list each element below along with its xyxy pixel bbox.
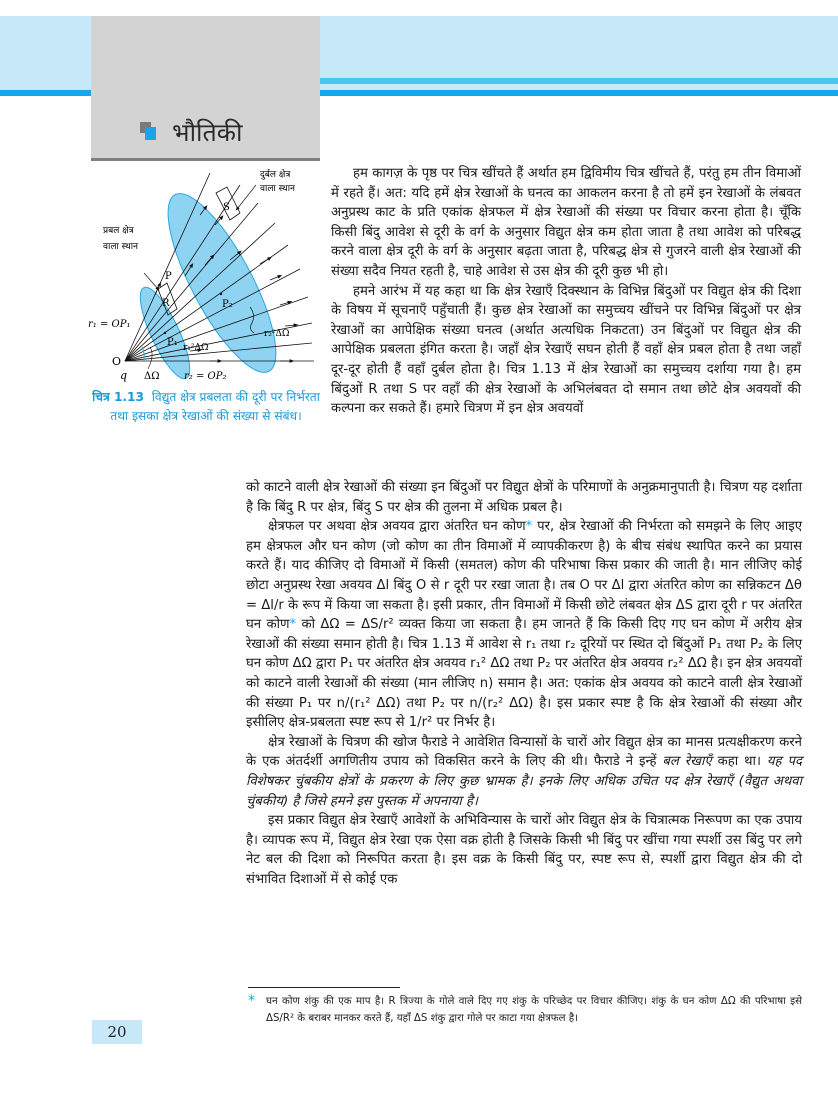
label-P2: P₂ xyxy=(222,299,233,310)
paragraph-4: क्षेत्र रेखाओं के चित्रण की खोज फैराडे ने आवेशित विन्यासों के चारों ओर विद्युत क्षेत्र का मानस प्रत्यक्षीकरण करने के एक अंतर्दर्शी अगणितीय उपाय को विकसित करने के लिए की थी। फैराडे ने इन्हें बल रेखाएँ कहा था। यह पद विशेषकर चुंबकीय क्षेत्रों के प्रकरण के लिए कुछ भ्रामक है। इनके लिए अधिक उचित पद क्षेत्र रेखाएँ (वैद्युत अथवा चुंबकीय) है जिसे हमने इस पुस्तक में अपनाया है। xyxy=(246,734,802,809)
label-area1: r₁²ΔΩ xyxy=(183,343,209,353)
label-strong-2: वाला स्थान xyxy=(103,242,139,252)
label-R: R xyxy=(162,298,170,309)
figure-caption-text: विद्युत क्षेत्र प्रबलता की दूरी पर निर्भरता तथा इसका क्षेत्र रेखाओं की संख्या से संबंध। xyxy=(110,390,320,423)
footnote-text: घन कोण शंकु की एक माप है। R त्रिज्या के गोले वाले दिए गए शंकु के परिच्छेद पर विचार कीजिए। शंकु के घन कोण ΔΩ की परिभाषा इसे ΔS/R² के बराबर मानकर करते हैं, यहाँ ΔS शंकु द्वारा गोले पर काटा गया क्षेत्रफल है। xyxy=(266,996,802,1024)
label-strong-1: प्रबल क्षेत्र xyxy=(103,226,134,236)
label-P1: P₁ xyxy=(167,337,178,348)
label-weak-1: दुर्बल क्षेत्र xyxy=(260,170,291,180)
paragraph-1: हम कागज़ के पृष्ठ पर चित्र खींचते हैं अर्थात हम द्विविमीय चित्र खींचते हैं, परंतु हम तीन विमाओं में रहते हैं। अत: यदि हमें क्षेत्र रेखाओं के घनत्व का आकलन करना है तो हमें इन रेखाओं के लंबवत अनुप्रस्थ काट के प्रति एकांक क्षेत्रफल में क्षेत्र रेखाओं की संख्या पर विचार करना होता है। चूँकि किसी बिंदु आवेश से दूरी के वर्ग के अनुसार विद्युत क्षेत्र कम होता जाता है तथा आवेश को परिबद्ध करने वाला क्षेत्र दूरी के वर्ग के अनुसार बढ़ता जाता है, परिबद्ध क्षेत्र से गुजरने वाली क्षेत्र रेखाओं की संख्या सदैव नियत रहती है, चाहे आवेश से उस क्षेत्र की दूरी कुछ भी हो। xyxy=(331,166,801,279)
paragraph-5: इस प्रकार विद्युत क्षेत्र रेखाएँ आवेशों के अभिविन्यास के चारों ओर विद्युत क्षेत्र के चित्रात्मक निरूपण का एक उपाय है। व्यापक रूप में, विद्युत क्षेत्र रेखा एक ऐसा वक्र होती है जिसके किसी भी बिंदु पर खींचा गया स्पर्शी उस बिंदु पर लगे नेट बल की दिशा को निरूपित करता है। इस वक्र के किसी बिंदु पर, स्पष्ट रूप से, स्पर्शी द्वारा विद्युत क्षेत्र की दो संभावित दिशाओं में से कोई एक xyxy=(246,813,802,887)
label-q: q xyxy=(120,369,128,382)
figure-caption xyxy=(86,388,326,426)
body-text-wide xyxy=(246,478,802,889)
paragraph-2-part-1: हमने आरंभ में यह कहा था कि क्षेत्र रेखाएँ दिक्स्थान के विभिन्न बिंदुओं पर विद्युत क्षेत्र की दिशा के विषय में सूचनाएँ पहुँचाती हैं। कुछ क्षेत्र रेखाओं का समुच्चय खींचने पर विभिन्न बिंदुओं पर क्षेत्र रेखाओं का आपेक्षिक संख्या घनत्व (अर्थात अत्यधिक निकटता) उन बिंदुओं पर विद्युत क्षेत्र की आपेक्षिक प्रबलता इंगित करता है। जहाँ क्षेत्र रेखाएँ सघन होती हैं वहाँ क्षेत्र प्रबल होता है तथा जहाँ दूर-दूर होती हैं वहाँ दुर्बल होता है। चित्र 1.13 में क्षेत्र रेखाओं का समुच्चय दर्शाया गया है। हम बिंदुओं R तथा S पर वहाँ की क्षेत्र रेखाओं के अभिलंबवत दो समान तथा छोटे क्षेत्र अवयवों की कल्पना कर सकते हैं। हमारे चित्रण में इन क्षेत्र अवयवों xyxy=(331,283,801,417)
label-r1: r₁ = OP₁ xyxy=(88,319,131,330)
label-area2: r₂²ΔΩ xyxy=(264,329,290,339)
label-P: P xyxy=(165,271,172,282)
footnote-ref-asterisk[interactable]: * xyxy=(289,617,297,633)
book-title: भौतिकी xyxy=(172,118,243,147)
paragraph-3: क्षेत्रफल पर अथवा क्षेत्र अवयव द्वारा अंतरित घन कोण* पर, क्षेत्र रेखाओं की निर्भरता को समझने के लिए आइए हम क्षेत्रफल और घन कोण (जो कोण का तीन विमाओं में व्यापकीकरण है) के बीच संबंध स्थापित करने का प्रयास करते हैं। याद कीजिए दो विमाओं में किसी (समतल) कोण की परिभाषा किस प्रकार की जाती है। मान लीजिए कोई छोटा अनुप्रस्थ रेखा अवयव Δl बिंदु O से r दूरी पर रखा जाता है। तब O पर Δl द्वारा अंतरित कोण का सन्निकटन Δθ = Δl/r के रूप में किया जा सकता है। इसी प्रकार, तीन विमाओं में किसी छोटे लंबवत क्षेत्र ΔS द्वारा दूरी r पर अंतरित घन कोण* को ΔΩ = ΔS/r² व्यक्त किया जा सकता है। हम जानते हैं कि किसी दिए गए घन कोण में अरीय क्षेत्र रेखाओं की संख्या समान होती है। चित्र 1.13 में आवेश से r₁ तथा r₂ दूरियों पर स्थित दो बिंदुओं P₁ तथा P₂ के लिए घन कोण ΔΩ द्वारा P₁ पर अंतरित क्षेत्र अवयव r₁² ΔΩ तथा P₂ पर अंतरित क्षेत्र अवयव r₂² ΔΩ है। इन क्षेत्र अवयवों को काटने वाली रेखाओं की संख्या (मान लीजिए n) समान है। अत: एकांक क्षेत्र अवयव को काटने वाली क्षेत्र रेखाओं की संख्या P₁ पर n/(r₁² ΔΩ) तथा P₂ पर n/(r₂² ΔΩ) है। इस प्रकार स्पष्ट है कि क्षेत्र रेखाओं की संख्या और इसीलिए क्षेत्र-प्रबलता स्पष्ट रूप से 1/r² पर निर्भर है। xyxy=(246,519,802,731)
label-S: S xyxy=(223,202,230,213)
header-band-left xyxy=(0,16,91,91)
header-stripe-right-dark xyxy=(320,90,838,96)
label-delta-omega: ΔΩ xyxy=(144,371,160,382)
footnote-ref-asterisk[interactable]: * xyxy=(525,519,533,535)
figure-caption-label: चित्र 1.13 xyxy=(92,390,145,404)
header-stripe-left xyxy=(0,90,91,96)
footnote-marker: * xyxy=(248,993,255,1009)
body-text-narrow xyxy=(331,164,801,419)
label-r2: r₂ = OP₂ xyxy=(184,371,227,382)
page-number: 20 xyxy=(92,1020,142,1044)
label-O: O xyxy=(112,355,122,368)
book-title-block xyxy=(140,115,242,149)
figure-field-lines-diagram xyxy=(80,165,330,385)
paragraph-2-part-2: को काटने वाली क्षेत्र रेखाओं की संख्या इन बिंदुओं पर विद्युत क्षेत्रों के परिमाणों के अनुक्रमानुपाती है। चित्रण यह दर्शाता है कि बिंदु R पर क्षेत्र, बिंदु S पर क्षेत्र की तुलना में अधिक प्रबल है। xyxy=(246,480,802,515)
squares-logo-icon xyxy=(140,122,160,142)
footnote-divider xyxy=(248,987,400,988)
footnote xyxy=(248,993,802,1027)
header-stripe-right-light xyxy=(320,78,838,84)
label-weak-2: वाला स्थान xyxy=(260,184,296,194)
